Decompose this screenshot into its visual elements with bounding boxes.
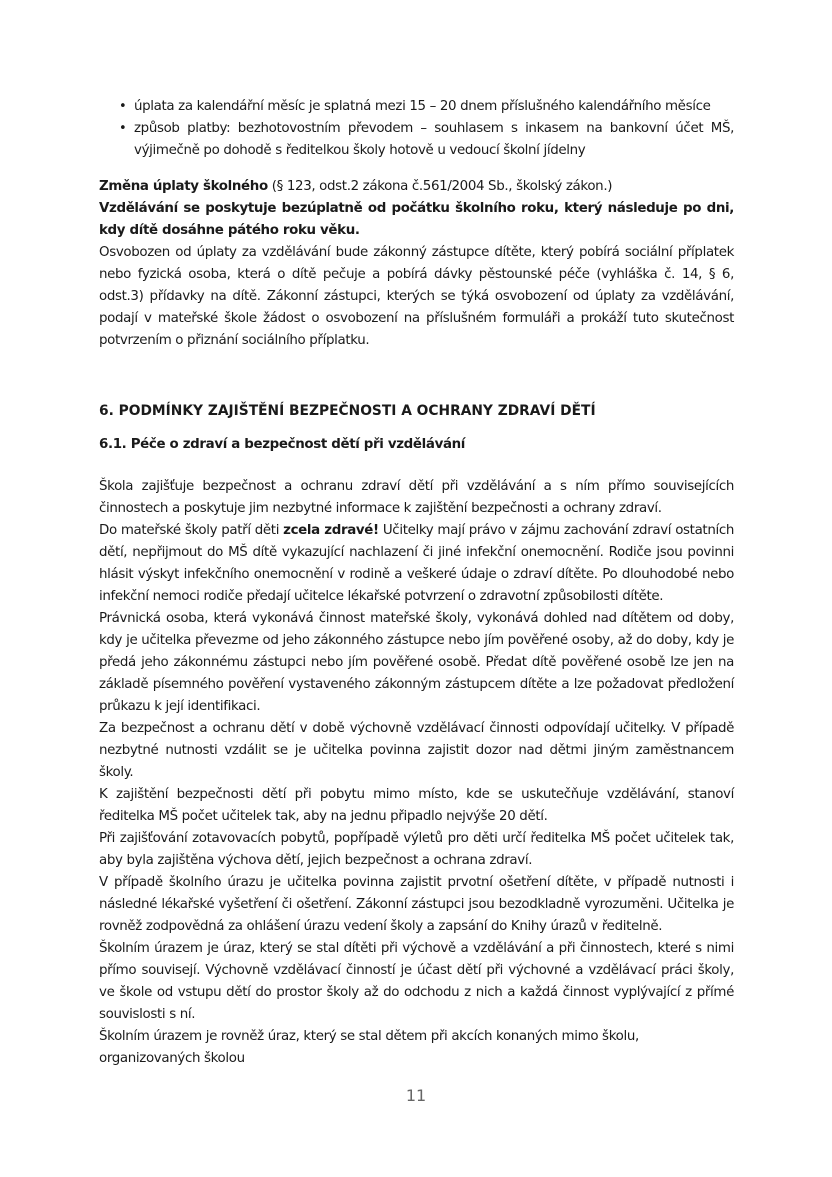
- section-heading: 6. PODMÍNKY ZAJIŠTĚNÍ BEZPEČNOSTI A OCHRANY ZDRAVÍ DĚTÍ: [99, 403, 596, 419]
- paragraph: V případě školního úrazu je učitelka povinna zajistit prvotní ošetření dítěte, v případě nutnosti i následné lékařské vyšetření či ošetření. Zákonní zástupci jsou bezodkladně vyrozuměni. Učitelka je rovněž zodpovědná za ohlášení úrazu vedení školy a zapsání do Knihy úrazů v ředitelně.: [99, 875, 734, 934]
- page-number: 11: [405, 1086, 427, 1105]
- paragraph: Škola zajišťuje bezpečnost a ochranu zdraví dětí při vzdělávání a s ním přímo souvisejících činnostech a poskytuje jim nezbytné informace k zajištění bezpečnosti a ochrany zdraví.: [99, 479, 734, 516]
- paragraph: Školním úrazem je úraz, který se stal dítěti při výchově a vzdělávání a při činnostech, které s nimi přímo souvisejí. Výchovně vzdělávací činností je účast dětí při výchovné a vzdělávací práci školy, ve škole od vstupu dětí do prostor školy až do odchodu z nich a každá činnost vyplývající z přímé souvislosti s ní.: [99, 941, 734, 1022]
- subsection-heading: 6.1. Péče o zdraví a bezpečnost dětí při vzdělávání: [99, 437, 466, 452]
- paragraph: Při zajišťování zotavovacích pobytů, popřípadě výletů pro děti určí ředitelka MŠ počet učitelek tak, aby byla zajištěna výchova dětí, jejich bezpečnost a ochrana zdraví.: [99, 831, 734, 868]
- list-item: • úplata za kalendářní měsíc je splatná mezi 15 – 20 dnem příslušného kalendářního měsíce: [134, 96, 734, 118]
- document-page: [99, 96, 734, 1070]
- free-education-bold: Vzdělávání se poskytuje bezúplatně od počátku školního roku, který následuje po dni, kdy dítě dosáhne pátého roku věku.: [99, 201, 734, 238]
- paragraph: Za bezpečnost a ochranu dětí v době výchovně vzdělávací činnosti odpovídají učitelky. V případě nezbytné nutnosti vzdálit se je učitelka povinna zajistit dozor nad dětmi jiným zaměstnancem školy.: [99, 721, 734, 780]
- text-run: Do mateřské školy patří děti: [99, 523, 284, 538]
- fee-change-law-reference: (§ 123, odst.2 zákona č.561/2004 Sb., školský zákon.): [267, 179, 613, 194]
- fee-change-lead: Změna úplaty školného: [99, 179, 268, 194]
- paragraph: K zajištění bezpečnosti dětí při pobytu mimo místo, kde se uskutečňuje vzdělávání, stanoví ředitelka MŠ počet učitelek tak, aby na jednu připadlo nejvýše 20 dětí.: [99, 787, 734, 824]
- fee-change-paragraph: [99, 176, 734, 198]
- paragraph: Školním úrazem je rovněž úraz, který se stal dětem při akcích konaných mimo školu, organizovaných školou: [99, 1029, 639, 1066]
- free-education-statement: [99, 198, 734, 242]
- paragraph: [99, 520, 734, 608]
- paragraph: Právnická osoba, která vykonává činnost mateřské školy, vykonává dohled nad dítětem od doby, kdy je učitelka převezme od jeho zákonného zástupce nebo jím pověřené osoby, až do doby, kdy je předá jeho zákonnému zástupci nebo jím pověřené osobě. Předat dítě pověřené osobě lze jen na základě písemného pověření vystaveného zákonným zástupcem dítěte a lze požadovat předložení průkazu k její identifikaci.: [99, 611, 734, 714]
- payment-bullet-list: [99, 96, 734, 162]
- healthy-children-emphasis: zcela zdravé!: [283, 523, 379, 538]
- text-run: Učitelky mají právo v zájmu zachování zdraví ostatních dětí, nepřijmout do MŠ dítě vykazující nachlazení či jiné infekční onemocnění. Rodiče jsou povinni hlásit výskyt infekčního onemocnění v rodině a veškeré údaje o zdraví dítěte. Po dlouhodobé nebo infekční nemoci rodiče předají učitelce lékařské potvrzení o zdravotní způsobilosti dítěte.: [99, 523, 734, 604]
- list-item: • způsob platby: bezhotovostním převodem – souhlasem s inkasem na bankovní účet MŠ, výjimečně po dohodě s ředitelkou školy hotově u vedoucí školní jídelny: [134, 118, 734, 162]
- exemption-paragraph: Osvobozen od úplaty za vzdělávání bude zákonný zástupce dítěte, který pobírá sociální příplatek nebo fyzická osoba, která o dítě pečuje a pobírá dávky pěstounské péče (vyhláška č. 14, § 6, odst.3) přídavky na dítě. Zákonní zástupci, kterých se týká osvobození od úplaty za vzdělávání, podají v mateřské škole žádost o osvobození na příslušném formuláři a prokáží tuto skutečnost potvrzením o přiznání sociálního příplatku.: [99, 245, 734, 348]
